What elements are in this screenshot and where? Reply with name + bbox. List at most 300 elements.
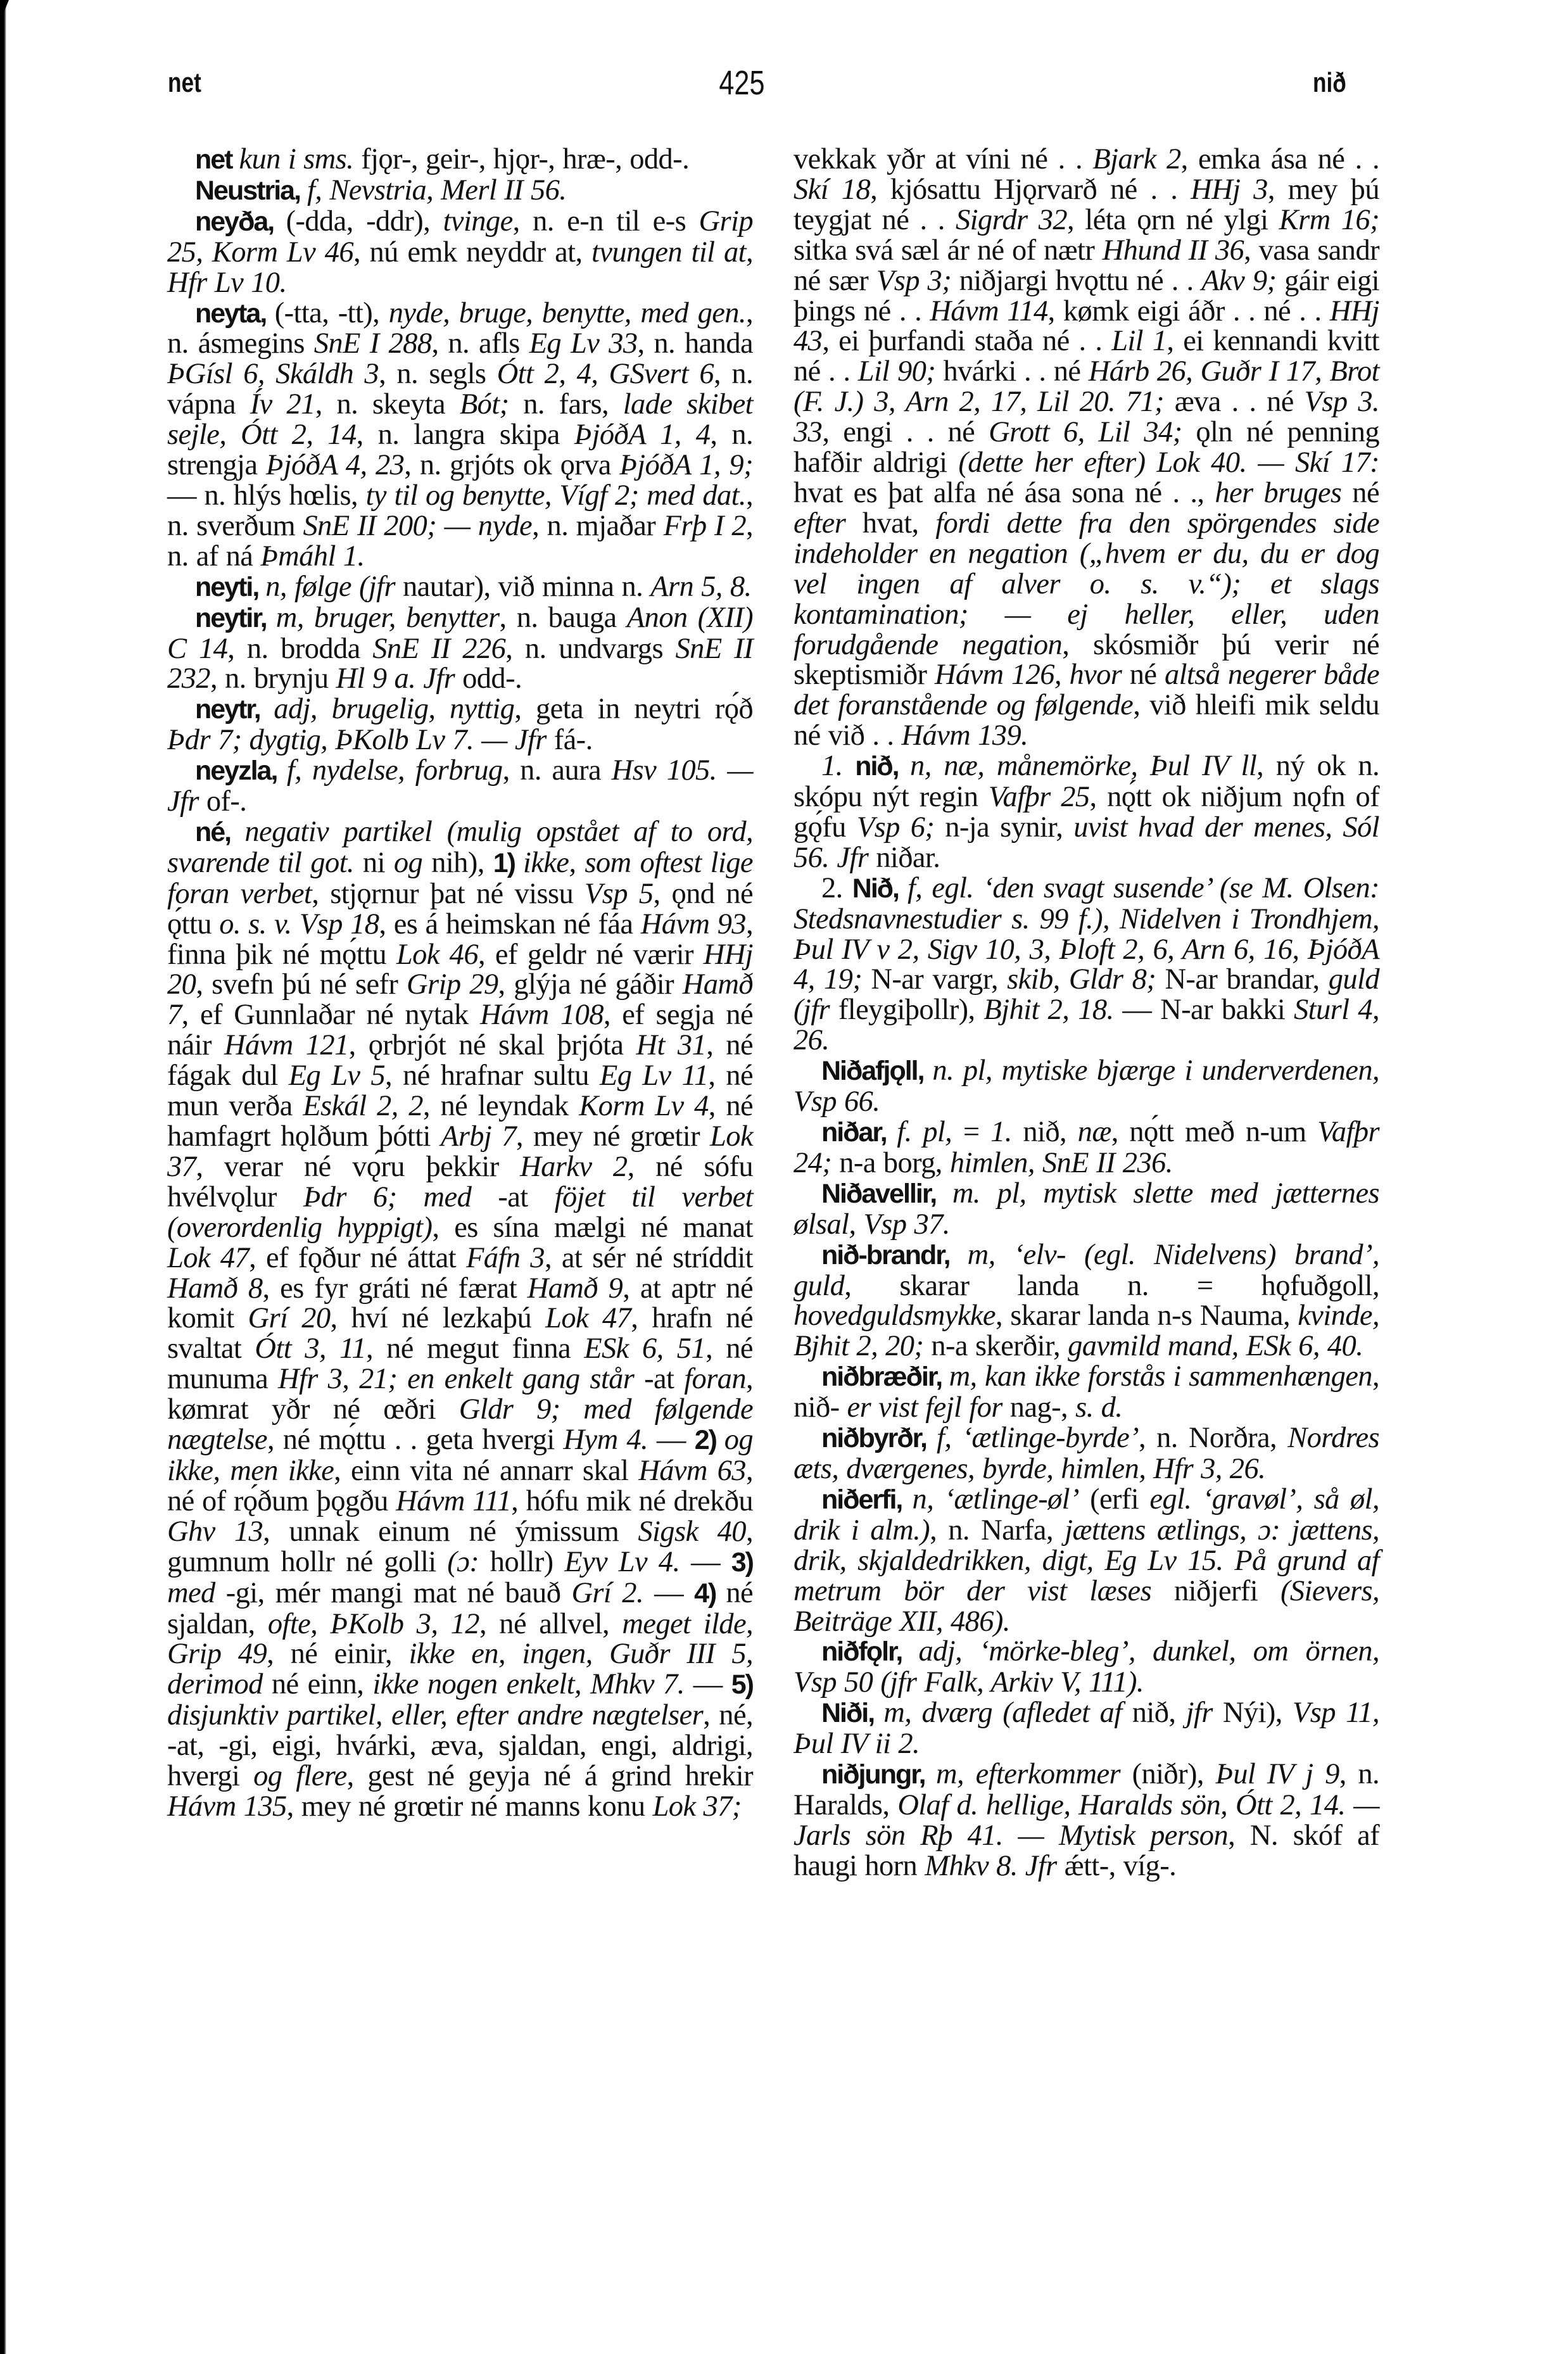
roman-text: nautar), við minna n. [395,570,651,603]
right-column [793,144,1379,1882]
roman-text: , ǫrbrjót né skal þrjóta [348,1029,636,1062]
italic-text: Hávm 135 [167,1790,287,1823]
italic-text: Grí 2. [571,1576,643,1609]
italic-text: ikke en, ingen, Guðr III 5, derimod [167,1638,754,1701]
roman-text: ǫln né penning hafðir aldrigi [793,416,1379,479]
italic-text: jfr [1185,1697,1213,1730]
roman-text: n-a skerðir, [923,1330,1068,1363]
roman-text: — [643,1576,695,1609]
roman-text: 2. [821,871,852,904]
headword: niðbyrðr, [821,1423,937,1454]
italic-text: guld (jfr [793,963,1380,1027]
italic-text: f, ‘ætlinge-byrde’ [937,1422,1139,1455]
page-number: 425 [719,64,765,102]
roman-text: , ef geldr né værir [478,938,704,971]
italic-text: Vsp 6; [856,811,935,844]
roman-text: n-a borg, [831,1146,950,1179]
roman-text: , hófu mik né drekðu [511,1484,753,1517]
italic-text: HHj 3 [1191,173,1268,206]
italic-text: Vsp 11, Þul IV ii 2. [793,1697,1380,1761]
italic-text: 1. [990,1116,1012,1148]
roman-text: -at [471,1180,555,1213]
italic-text: m. pl, mytisk slette med jætternes ølsal, Vsp 37. [793,1177,1379,1241]
dictionary-entry [167,144,753,175]
scan-corner-shadow [0,0,9,22]
italic-text: föjet til verbet (overordenlig hyppigt) [167,1180,753,1244]
italic-text: Hamð 7 [167,968,753,1032]
roman-text: ni [353,846,394,879]
italic-text: Grip 29 [407,968,498,1001]
roman-text: , við hleifi mik seldu né við . . [793,689,1379,752]
dictionary-entry [793,1362,1379,1423]
italic-text: Eyv Lv 4. [564,1545,680,1578]
italic-text: Vafþr 25 [988,781,1090,814]
italic-text: næ [1077,1116,1111,1148]
italic-text: gavmild mand, ESk 6, 40. [1068,1330,1363,1363]
roman-text: , n. undvargs [505,632,676,665]
roman-text: , hví né lezkaþú [330,1302,546,1335]
roman-text: , né of rǫ́ðum þǫgðu [167,1454,753,1517]
roman-text: , n. vápna [167,358,754,421]
italic-text: og ikke, men ikke [167,1424,754,1487]
italic-text: Fáfn 3 [465,1241,545,1274]
roman-text: , at sér né stríddit [544,1241,753,1274]
roman-text: hvárki . . né [935,355,1089,388]
roman-text: , né munuma [167,1332,753,1396]
roman-text: , es fyr gráti né færat [262,1272,528,1305]
italic-text: Sigrdr 32 [955,203,1068,236]
italic-text: Grí 20 [248,1302,331,1335]
roman-text: , ei kennandi kvitt né . . [793,325,1379,388]
roman-text: , es sína mælgi né manat [432,1211,753,1244]
headword: neyða, [195,206,286,237]
roman-text: nag-, [1002,1391,1076,1424]
italic-text: SnE I 288 [313,327,432,360]
italic-text: Nordres æts, dværgenes, byrde, himlen, Hfr 3, 26. [793,1422,1379,1485]
italic-text: n, følge (jfr [265,570,395,603]
roman-text: , ef segja né náir [167,999,753,1062]
dictionary-entry [793,1698,1379,1759]
headword: neytir, [195,602,276,633]
roman-text: , né sófu hvélvǫlur [167,1150,753,1213]
italic-text: Grip 25, Korm Lv 46 [167,205,753,269]
italic-text: Eg Lv 5 [288,1060,385,1092]
italic-text: Hym 4. [563,1424,648,1457]
italic-text: kun i sms. [239,143,354,175]
italic-text: Hávm 108 [479,999,604,1032]
italic-text: fordi dette fra den spörgendes side indeholder en negation („hvem er du, du er dog vel ingen af alver o. s. v.“); et slags kontamination; — ej heller, eller, uden forudgående negation [793,507,1380,661]
roman-text: vekkak yðr at víni né . . [793,143,1093,175]
roman-text: Nýi), [1212,1697,1293,1730]
roman-text: fleygiþollr), [830,994,984,1027]
italic-text: Hárb 26, Guðr I 17, Brot (F. J.) 3, Arn 2, 17, Lil 20. 71; [793,355,1379,419]
italic-text: Frþ I 2 [663,509,746,542]
italic-text: f, egl. ‘den svagt susende’ (se M. Olsen: Stedsnavnestudier s. 99 f.), Nidelven i Trondhjem, Þul IV v 2, Sigv 10, 3, Þloft 2, 6, Arn 6, 16, ÞjóðA 4, 19; [793,871,1379,996]
headword: né, [195,816,245,847]
roman-text: , n. sverðum [167,479,753,542]
roman-text: — n. hlýs hœlis, [167,479,366,512]
italic-text: Hávm 114 [930,294,1048,327]
dictionary-entry [167,298,753,572]
roman-text: fá-. [546,724,593,757]
italic-text: Þdr 7; dygtig, ÞKolb Lv 7. — Jfr [167,724,547,757]
italic-text: ofte, ÞKolb 3, 12 [267,1607,479,1640]
italic-text: Vsp 5 [585,877,654,910]
roman-text: , hrafn né svaltat [167,1302,753,1365]
roman-text: , ef fǫður né áttat [249,1241,466,1274]
roman-text: , né mun verða [167,1060,753,1123]
italic-text: Grott 6, Lil 34; [989,416,1182,449]
roman-text: , n. handa [637,327,754,360]
headword: 5) [731,1669,753,1700]
italic-text: foran [684,1363,746,1396]
italic-text: ty til og benytte, Vígf 2; med dat. [365,479,746,512]
headword: 2) [694,1425,724,1456]
roman-text: nih), [422,846,493,879]
italic-text: Vsp 3; [876,264,952,297]
roman-text: , n. brodda [227,632,373,665]
italic-text: Lok 37; [652,1790,742,1823]
italic-text: Hávm 121 [224,1029,349,1062]
headword: 3) [731,1547,753,1578]
roman-text: hollr) [479,1545,565,1578]
roman-text: sitka svá sæl ár né of nætr [793,234,1103,267]
roman-text: , n. langra skipa [356,419,574,452]
italic-text: Harkv 2 [520,1150,628,1183]
italic-text: HHj 20 [167,938,753,1001]
headword: Niðafjǫll, [821,1056,933,1087]
roman-text: , nið- [793,1360,1379,1424]
italic-text: Ótt 3, 11 [255,1332,366,1365]
italic-text: Lok 47 [545,1302,631,1335]
roman-text: , ǫnd né ǫ́ttu [167,877,753,940]
italic-text: Gldr 9; med følgende nægtelse [167,1393,753,1457]
roman-text: hvat es þat alfa né ása sona né . ., [793,476,1215,509]
italic-text: Hávm 126, hvor [934,659,1122,692]
roman-text: , engi . . né [822,416,989,449]
italic-text: Bjhit 2, 18. [983,994,1114,1027]
italic-text: er vist fejl for [847,1391,1002,1424]
roman-text: , n. mjaðar [532,509,664,542]
roman-text: hvat, [845,507,936,540]
roman-text: , skarar landa n. = hǫfuðgoll, [844,1269,1379,1302]
roman-text: (niðr), [1120,1758,1216,1791]
roman-text: , nú emk neyddr at, [353,236,592,269]
roman-text: , mey þú teygjat né . . [793,173,1379,236]
roman-text: of-. [198,785,247,818]
italic-text: Ív 21 [250,388,315,421]
italic-text: Lil 1 [1111,325,1167,358]
italic-text: Ghv 13 [167,1515,263,1548]
roman-text: n-ja synir, [934,811,1074,844]
roman-text: æva . . né [1163,386,1305,419]
roman-text: né sjaldan, [167,1576,754,1640]
italic-text: hovedguldsmykke [793,1300,996,1332]
italic-text: ESk 6, 51 [584,1332,706,1365]
roman-text: , geta in neytri rǫ́ð [514,693,753,726]
dictionary-entry [167,817,753,1822]
italic-text: f, nydelse, forbrug [286,754,503,787]
italic-text: m, kan ikke forstås i sammenhængen [949,1360,1372,1393]
italic-text: Lil 90; [857,355,936,388]
italic-text: Vsp 3. 33 [793,386,1379,449]
italic-text: s. d. [1075,1391,1123,1424]
headword: 1) [493,847,523,878]
italic-text: (dette her efter) Lok 40. — Skí 17: [958,446,1379,479]
left-column [167,144,753,1822]
italic-text: himlen, SnE II 236. [949,1146,1173,1179]
roman-text: , né, -at, -gi, eigi, hvárki, æva, sjaldan, engi, aldrigi, hvergi [167,1699,754,1793]
italic-text: meget ilde, Grip 49 [167,1607,754,1671]
roman-text: , unnak einum né ýmissum [263,1515,638,1548]
headword: neyti, [195,571,266,602]
roman-text: , mey né grœtir né manns konu [286,1790,653,1823]
roman-text: , n. afls [431,327,529,360]
italic-text: ÞjóðA 1, 4 [574,419,711,452]
roman-text: né [1341,476,1379,509]
dictionary-entry [793,1423,1379,1484]
dictionary-entry [793,751,1379,873]
headword: 4) [694,1578,726,1609]
italic-text: ikke, som oftest lige foran verbet [167,846,753,910]
italic-text: n, næ, månemörke, Þul IV ll [910,750,1257,783]
roman-text: , n. skeyta [315,388,460,421]
dictionary-entry [793,144,1379,751]
roman-text: , n. Norðra, [1139,1422,1288,1455]
italic-text: tvinge [443,205,513,237]
italic-text: Lok 46 [396,938,478,971]
roman-text: , ei þurfandi staða né . . [822,325,1112,358]
italic-text: f. pl, [897,1116,952,1148]
italic-text: Akv 9; [1201,264,1277,297]
italic-text: Skí 18 [793,173,871,206]
italic-text: Hávm 111 [396,1484,512,1517]
italic-text: Hamð 8 [167,1272,263,1305]
roman-text: , stjǫrnur þat né vissu [312,877,585,910]
roman-text: gáir eigi þings né . . [793,264,1379,327]
right-guide-word: nið [1313,67,1346,98]
italic-text: f, Nevstria, Merl II 56. [307,174,567,206]
roman-text: , mey né grœtir [515,1120,711,1153]
roman-text: né einn, [262,1668,373,1701]
italic-text: n. pl, mytiske bjærge i underverdenen, Vsp 66. [793,1054,1380,1118]
dictionary-entry [167,206,753,298]
italic-text: SnE II 200; — nyde [303,509,533,542]
roman-text: , skarar landa n-s Nauma, [995,1300,1298,1332]
italic-text: med [167,1576,215,1609]
italic-text: Sturl 4, 26. [793,994,1379,1057]
roman-text: n. fars, [509,388,623,421]
roman-text: , einn vita né annarr skal [334,1454,639,1487]
italic-text: Olaf d. hellige, Haralds sön, Ótt 2, 14. — Jarls sön Rþ 41. — Mytisk person [793,1788,1379,1852]
headword: niðbræðir, [821,1362,949,1393]
roman-text: (-dda, -ddr), [286,205,443,237]
italic-text: og flere [253,1760,347,1793]
italic-text: nyde, bruge, benytte, med gen. [388,296,746,329]
italic-text: (ɔ: [447,1545,479,1578]
italic-text: uvist hvad der menes, Sól 56. Jfr [793,811,1379,874]
italic-text: SnE II 226 [372,632,506,665]
italic-text: ÞjóðA 1, 9; [619,449,753,482]
italic-text: Þul IV j 9 [1215,1758,1339,1791]
roman-text: N-ar vargr, [862,963,1008,996]
roman-text: , n. aura [502,754,612,787]
italic-text: m, dværg (afledet af [883,1697,1122,1730]
italic-text: Þmáhl 1. [260,540,365,573]
italic-text: negativ partikel (mulig opstået af to ord, svarende til got. [167,815,753,879]
roman-text: , né mǫ́ttu . . geta hvergi [267,1424,564,1457]
italic-text: Eg Lv 11 [599,1060,709,1092]
italic-text: ikke nogen enkelt, Mhkv 7. [372,1668,685,1701]
roman-text: , glýja né gáðir [498,968,683,1001]
dictionary-entry [793,1117,1379,1179]
roman-text: — [648,1424,695,1457]
roman-text: , kømk eigi áðr . . né . . [1047,294,1330,327]
roman-text: , n. bauga [499,601,627,634]
italic-text: m, bruger, benytter [275,601,500,634]
roman-text: ǽtt-, víg-. [1056,1849,1177,1882]
italic-text: adj, ‘mörke-bleg’, dunkel, om örnen, Vsp 50 (jfr Falk, Arkiv V, 111). [793,1635,1379,1699]
roman-text: né [1122,659,1165,692]
dictionary-entry [167,175,753,206]
roman-text: -gi, mér mangi mat né bauð [215,1576,572,1609]
roman-text: , kømrat yðr né œðri [167,1363,754,1426]
italic-text: Anon (XII) C 14 [167,601,753,665]
dictionary-entry [167,572,753,603]
italic-text: Bót; [459,388,509,421]
italic-text: n, ‘ætlinge-øl’ [912,1483,1079,1516]
headword: net [195,144,239,175]
italic-text: Ht 31 [636,1029,707,1062]
italic-text: Eskál 2, 2 [303,1090,423,1123]
italic-text: Hávm 139. [901,719,1028,752]
roman-text: = [952,1116,991,1148]
roman-text: , vasa sandr né sær [793,234,1379,297]
italic-text: m, efterkommer [936,1758,1120,1791]
roman-text: , n. ásmegins [167,296,753,360]
headword: Niði, [821,1698,884,1729]
roman-text: , gest né geyja né á grind hrekir [346,1760,753,1793]
italic-text: egl. ‘gravøl’, så øl, drik i alm.) [793,1483,1379,1547]
roman-text: , né einir, [267,1638,409,1671]
headword: neyzla, [195,756,287,787]
italic-text: disjunktiv partikel, eller, efter andre nægtelser [167,1699,704,1732]
headword: nið-brandr, [821,1239,968,1270]
dictionary-entry [793,1759,1379,1882]
running-head [168,63,1346,114]
roman-text: , skósmiðr þú verir né skeptismiðr [793,628,1379,692]
roman-text: , finna þik né mǫ́ttu [167,908,753,971]
roman-text: , verar né vǫ́ru þekkir [196,1150,521,1183]
italic-text: m, ‘elv- (egl. Nidelvens) brand’, guld [793,1238,1379,1302]
italic-text: Mhkv 8. Jfr [925,1849,1057,1882]
italic-text: ÞjóðA 4, 23 [265,449,405,482]
italic-text: adj, brugelig, nyttig [274,693,515,726]
roman-text: , ný ok n. skópu nýt regin [793,750,1379,814]
headword: neyta, [195,298,275,329]
roman-text: , n. strengja [167,419,753,482]
left-guide-word: net [168,67,201,98]
scan-binding-edge [0,0,6,2354]
italic-text: Vafþr 24; [793,1116,1379,1179]
italic-text: jættens ætlings, ɔ: jættens, drik, skjaldedrikken, digt, Eg Lv 15. På grund af metrum bör der vist læses [793,1514,1379,1607]
roman-text: odd-. [455,662,522,695]
headword: Neustria, [195,175,307,206]
roman-text: , n. Haralds, [793,1758,1379,1821]
headword: niðerfi, [821,1484,913,1515]
italic-text: Krm 16; [1279,203,1379,236]
italic-text: Hsv 105. — Jfr [167,754,754,818]
roman-text: , emka ása né . . [1180,143,1380,175]
italic-text: SnE II 232 [167,632,753,695]
roman-text: , N. skóf af haugi horn [793,1819,1379,1882]
italic-text: kvinde, Bjhit 2, 20; [793,1300,1379,1363]
italic-text: Þdr 6; med [303,1180,472,1213]
roman-text: — N-ar bakki [1113,994,1294,1027]
roman-text: , né hrafnar sultu [385,1060,600,1092]
italic-text: Hamð 9 [527,1272,623,1305]
italic-text: Hfr 3, 21; en enkelt gang står [277,1363,635,1396]
italic-text: Ótt 2, 4, GSvert 6 [496,358,714,391]
italic-text: (Sievers, Beiträge XII, 486). [793,1574,1379,1638]
roman-text: nið, [1011,1116,1078,1148]
italic-text: her bruges [1215,476,1342,509]
roman-text: (-tta, -tt), [274,296,389,329]
roman-text: , gumnum hollr né golli [167,1515,753,1578]
italic-text: Hl 9 a. Jfr [336,662,455,695]
dictionary-entry [793,1056,1379,1117]
roman-text: , at aptr né komit [167,1272,754,1335]
roman-text: , né hamfagrt hǫlðum þótti [167,1090,754,1153]
roman-text: niðjerfi [1151,1574,1280,1607]
italic-text: og [393,846,423,879]
headword: niðjungr, [821,1759,937,1790]
roman-text: , nǫ́tt með n-um [1111,1116,1318,1148]
italic-text: Lok 47 [167,1241,250,1274]
italic-text: skib, Gldr 8; [1007,963,1156,996]
italic-text: Korm Lv 4 [579,1090,709,1123]
headword: nið, [855,751,911,782]
italic-text: Lok 37 [167,1120,753,1183]
dictionary-entry [793,1240,1379,1362]
roman-text: , né megut finna [365,1332,585,1365]
headword: niðfǫlr, [821,1636,919,1667]
italic-text: Arn 5, 8. [650,570,752,603]
italic-text: Eg Lv 33 [529,327,638,360]
roman-text: niðar. [868,841,940,874]
italic-text: Hávm 93 [640,908,746,940]
roman-text: , n. Narfa, [930,1514,1065,1547]
italic-text: o. s. v. Vsp 18 [219,908,379,940]
italic-text: Hávm 63 [638,1454,746,1487]
headword: Niðavellir, [821,1178,952,1209]
italic-text: efter [793,507,846,540]
roman-text: fjǫr-, geir-, hjǫr-, hræ-, odd-. [353,143,690,175]
roman-text: , svefn þú né sefr [196,968,407,1001]
roman-text: , n. brynju [210,662,336,695]
roman-text: — [684,1668,731,1701]
roman-text: , né fágak dul [167,1029,753,1092]
dictionary-entry [167,603,753,695]
headword: niðar, [821,1117,897,1148]
italic-text: Bjark 2 [1092,143,1181,175]
italic-text: Hhund II 36 [1102,234,1244,267]
italic-text: HHj 43 [793,294,1379,358]
dictionary-entry [793,1484,1379,1637]
dictionary-entry [793,1636,1379,1698]
italic-text: Sigsk 40 [638,1515,746,1548]
italic-text: 1. [821,750,856,783]
